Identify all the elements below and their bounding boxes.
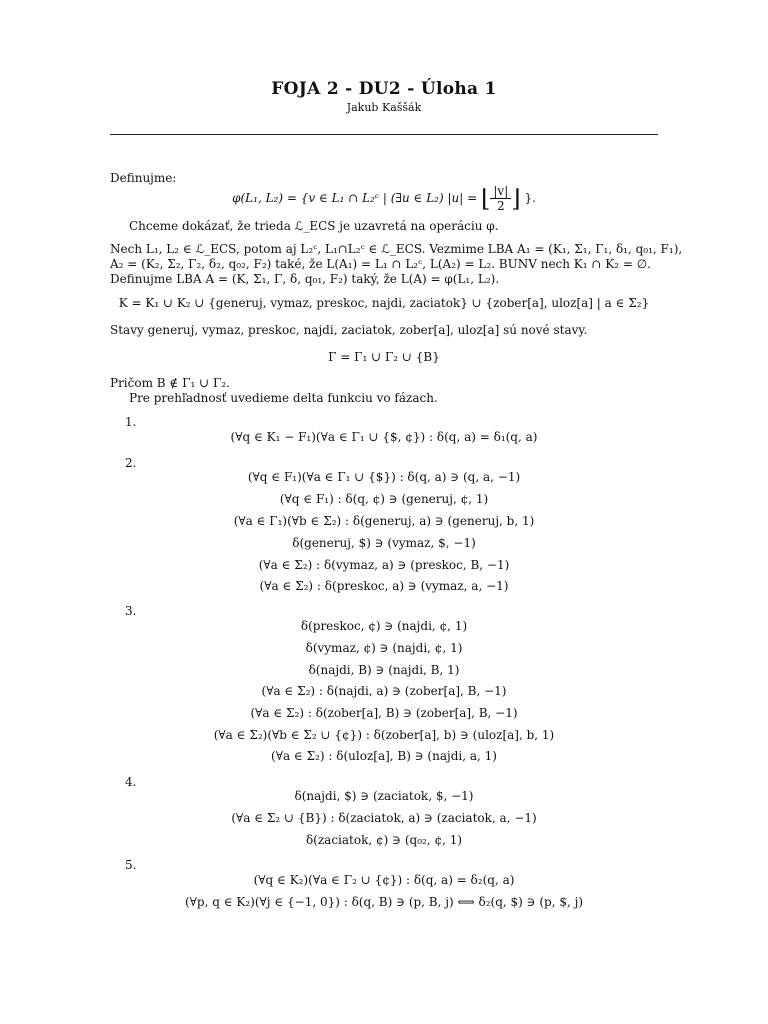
phase-label: 5. xyxy=(125,858,137,872)
paragraph-line-1: Nech L₁, L₂ ∈ ℒ_ECS, potom aj L₂ᶜ, L₁∩L₂ᶜ ∈ ℒ_ECS. Vezmime LBA A₁ = (K₁, Σ₁, Γ₁, δ₁, q₀₁, F₁), xyxy=(110,242,683,256)
phi-definition xyxy=(0,184,768,213)
phases-note: Pre prehľadnosť uvedieme delta funkciu vo fázach. xyxy=(129,391,438,405)
phase-label: 4. xyxy=(125,775,137,789)
phi-rhs: }. xyxy=(524,191,536,205)
delta-rule: (∀a ∈ Σ₂) : δ(preskoc, a) ∋ (vymaz, a, −1) xyxy=(259,579,509,593)
delta-rule: (∀a ∈ Σ₂ ∪ {B}) : δ(zaciatok, a) ∋ (zaciatok, a, −1) xyxy=(231,811,537,825)
delta-rule: δ(najdi, B) ∋ (najdi, B, 1) xyxy=(308,663,460,677)
delta-rule: (∀a ∈ Σ₂) : δ(vymaz, a) ∋ (preskoc, B, −1) xyxy=(258,558,510,572)
delta-rule: (∀q ∈ K₂)(∀a ∈ Γ₂ ∪ {¢}) : δ(q, a) = δ₂(q, a) xyxy=(253,873,515,887)
floor-right: ⌋ xyxy=(511,184,521,213)
header-rule xyxy=(110,134,658,135)
delta-rule: (∀p, q ∈ K₂)(∀j ∈ {−1, 0}) : δ(q, B) ∋ (p, B, j) ⟺ δ₂(q, $) ∋ (p, $, j) xyxy=(184,895,584,909)
phi-fraction xyxy=(490,184,511,213)
phi-lhs: φ(L₁, L₂) = {v ∈ L₁ ∩ L₂ᶜ | (∃u ∈ L₂) |u| = xyxy=(232,191,478,205)
delta-rule: δ(preskoc, ¢) ∋ (najdi, ¢, 1) xyxy=(300,619,468,633)
delta-rule: (∀q ∈ K₁ − F₁)(∀a ∈ Γ₁ ∪ {$, ¢}) : δ(q, a) = δ₁(q, a) xyxy=(230,430,538,444)
delta-rule: (∀a ∈ Γ₁)(∀b ∈ Σ₂) : δ(generuj, a) ∋ (generuj, b, 1) xyxy=(233,514,535,528)
author-name: Jakub Kaššák xyxy=(346,101,422,114)
phase-label: 2. xyxy=(125,456,137,470)
paragraph-line-3: Definujme LBA A = (K, Σ₁, Γ, δ, q₀₁, F₂) taký, že L(A) = φ(L₁, L₂). xyxy=(110,272,500,286)
b-note: Pričom B ∉ Γ₁ ∪ Γ₂. xyxy=(110,376,230,390)
delta-rule: (∀a ∈ Σ₂) : δ(najdi, a) ∋ (zober[a], B, −1) xyxy=(261,684,507,698)
phi-numerator: |v| xyxy=(490,184,511,199)
claim-text: Chceme dokázať, že trieda ℒ_ECS je uzavretá na operáciu φ. xyxy=(129,219,499,233)
phi-denominator: 2 xyxy=(497,199,505,213)
gamma-definition: Γ = Γ₁ ∪ Γ₂ ∪ {B} xyxy=(328,350,440,364)
delta-rule: (∀a ∈ Σ₂) : δ(uloz[a], B) ∋ (najdi, a, 1) xyxy=(271,749,497,763)
paragraph-line-2: A₂ = (K₂, Σ₂, Γ₂, δ₂, q₀₂, F₂) také, že L(A₁) = L₁ ∩ L₂ᶜ, L(A₂) = L₂. BUNV nech K₁ ∩ K₂ = ∅. xyxy=(110,257,651,271)
delta-rule: (∀a ∈ Σ₂) : δ(zober[a], B) ∋ (zober[a], B, −1) xyxy=(250,706,518,720)
document-title: FOJA 2 - DU2 - Úloha 1 xyxy=(271,79,497,99)
states-text: Stavy generuj, vymaz, preskoc, najdi, zaciatok, zober[a], uloz[a] sú nové stavy. xyxy=(110,323,588,337)
phase-label: 3. xyxy=(125,604,137,618)
k-definition: K = K₁ ∪ K₂ ∪ {generuj, vymaz, preskoc, najdi, zaciatok} ∪ {zober[a], uloz[a] | a ∈ Σ₂} xyxy=(118,296,650,310)
delta-rule: δ(zaciatok, ¢) ∋ (q₀₂, ¢, 1) xyxy=(305,833,463,847)
define-label: Definujme: xyxy=(110,171,177,185)
delta-rule: (∀q ∈ F₁) : δ(q, ¢) ∋ (generuj, ¢, 1) xyxy=(279,492,489,506)
floor-left: ⌊ xyxy=(481,184,491,213)
phase-label: 1. xyxy=(125,415,137,429)
delta-rule: δ(najdi, $) ∋ (zaciatok, $, −1) xyxy=(294,789,474,803)
delta-rule: δ(vymaz, ¢) ∋ (najdi, ¢, 1) xyxy=(305,641,463,655)
delta-rule: (∀q ∈ F₁)(∀a ∈ Γ₁ ∪ {$}) : δ(q, a) ∋ (q, a, −1) xyxy=(247,470,521,484)
delta-rule: (∀a ∈ Σ₂)(∀b ∈ Σ₂ ∪ {¢}) : δ(zober[a], b) ∋ (uloz[a], b, 1) xyxy=(213,728,555,742)
delta-rule: δ(generuj, $) ∋ (vymaz, $, −1) xyxy=(292,536,476,550)
